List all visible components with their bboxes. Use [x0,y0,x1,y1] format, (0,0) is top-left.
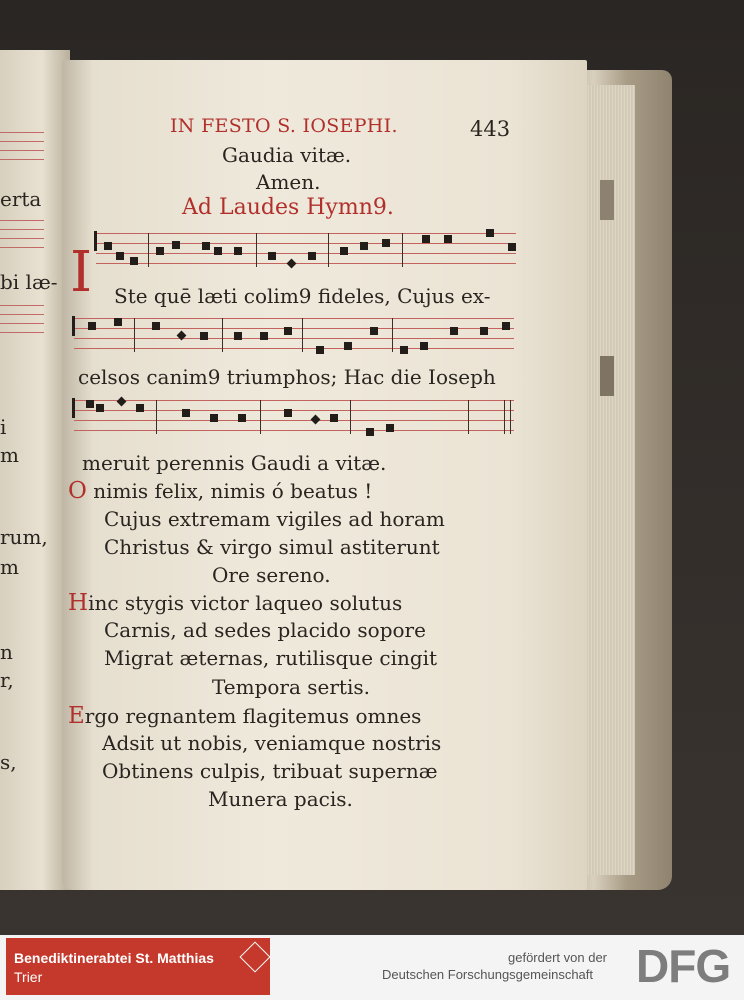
funder-name: Deutschen Forschungsgemeinschaft [382,967,594,982]
stanza-line: Cujus extremam vigiles ad horam [104,507,445,531]
funded-by-label: gefördert von der [508,950,608,965]
institution-name[interactable]: Benediktinerabtei St. Matthias [14,950,214,966]
left-fragment: erta [0,187,42,211]
left-fragment: s, [0,750,17,774]
red-initial: E [68,703,85,729]
music-staff [74,400,514,430]
music-staff [74,318,514,348]
stanza-line: Christus & virgo simul astiterunt [104,535,440,559]
institution-place: Trier [14,969,43,985]
stanza-line: Munera pacis. [208,787,353,811]
left-staff [0,305,44,333]
text-line: Gaudia vitæ. [222,143,352,167]
chant-text-line: meruit perennis Gaudi a vitæ. [82,451,387,475]
stanza-line: Tempora sertis. [212,675,370,699]
page-tab [600,180,614,220]
page-tab [600,356,614,396]
left-fragment: m [0,443,19,467]
stanza-line: Carnis, ad sedes placido sopore [104,618,426,642]
stanza-line: Adsit ut nobis, veniamque nostris [102,731,442,755]
text-line: Amen. [256,170,321,194]
left-staff [0,220,44,248]
red-initial: O [68,478,87,504]
institution-block[interactable] [6,938,270,995]
dfg-logo[interactable]: DFG [636,940,731,992]
stanza-line: O nimis felix, nimis ó beatus ! [68,478,373,504]
hymn-heading: Ad Laudes Hymn9. [182,195,394,220]
clef-icon [72,398,81,418]
stanza-line: Migrat æternas, rutilisque cingit [104,646,438,670]
chant-text-line: Ste quē læti colim9 fideles, Cujus ex- [114,284,491,308]
clef-icon [94,231,103,251]
initial-letter: I [70,240,93,305]
left-fragment: n [0,640,13,664]
left-fragment: m [0,555,19,579]
left-fragment: bi læ- [0,270,58,294]
chant-text-line: celsos canim9 triumphos; Hac die Ioseph [78,365,496,389]
stanza-line: Obtinens culpis, tribuat supernæ [102,759,438,783]
left-fragment: i [0,415,7,439]
left-staff [0,132,44,160]
music-staff [96,233,516,263]
page-number: 443 [470,117,511,141]
stanza-line: Hinc stygis victor laqueo solutus [68,590,403,616]
running-head: IN FESTO S. IOSEPHI. [170,115,398,137]
left-fragment: rum, [0,525,48,549]
clef-icon [72,316,81,336]
left-page [0,50,70,890]
left-fragment: r, [0,668,14,692]
red-initial: H [68,590,89,616]
stanza-line: Ore sereno. [212,563,331,587]
stanza-line: Ergo regnantem flagitemus omnes [68,703,422,729]
